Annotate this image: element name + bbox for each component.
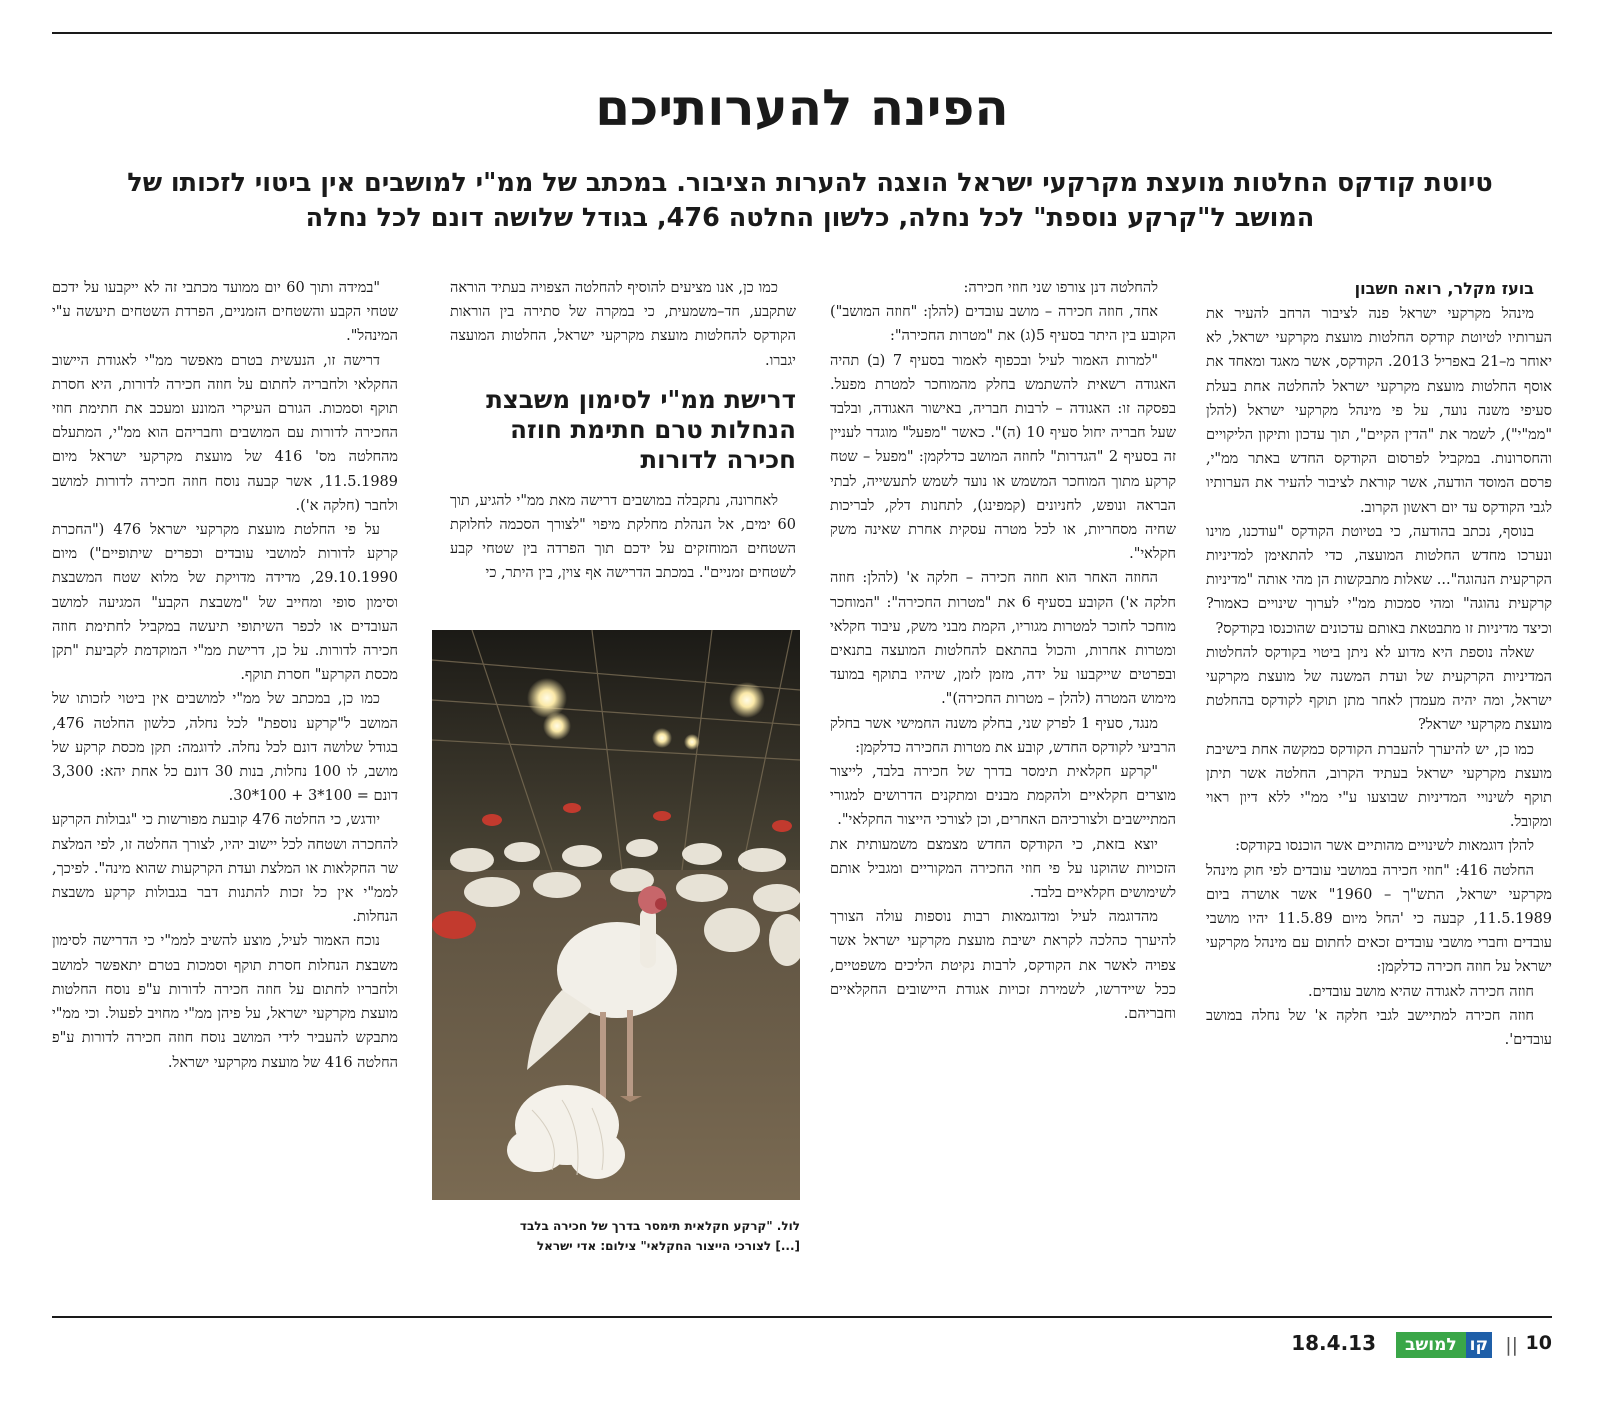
paragraph: יודגש, כי החלטה 476 קובעת מפורשות כי "גבולות הקרקע להחכרה ושטחה לכל יישוב יהיו, לצורך החלטה זו, לפי המלצת שר החקלאות או המלצת ועדת הקרקעות שהוא מינה". לפיכך, לממ"י אין כל זכות להתנות דבר בגבולות קרקע משבצת הנחלות. [52, 812, 398, 926]
subheading: דרישת ממ"י לסימון משבצת הנחלות טרם חתימת חוזה חכירה לדורות [486, 384, 796, 474]
paragraph: לאחרונה, נתקבלה במושבים דרישה מאת ממ"י להגיע, תוך 60 ימים, אל הנהלת מחלקת מיפוי "לצורך הסכמה לחלוקת השטחים המוחזקים על ידכם תוך הפרדה בין שטחי קבע לשטחים זמניים". במכתב הדרישה אף צוין, בין היתר, כי [450, 492, 796, 582]
paragraph: מהדוגמה לעיל ומדוגמאות רבות נוספות עולה הצורך להיערך כהלכה לקראת ישיבת מועצת מקרקעי ישראל אשר צפויה לאשר את הקודקס, לרבות נקיטת הליכים משפטיים, ככל שיידרשו, לשמירת זכויות אגודת היישובים החקלאיים וחבריהם. [830, 909, 1176, 1023]
paragraph: להלן דוגמאות לשינויים מהותיים אשר הוכנסו בקודקס: [1235, 838, 1534, 855]
bottom-rule [52, 1316, 1552, 1318]
turkey-farm-photo [432, 630, 800, 1200]
paragraph: על פי החלטת מועצת מקרקעי ישראל 476 ("החכרת קרקע לדורות למושבי עובדים וכפרים שיתופיים") מיום 29.10.1990, מדידה מדויקת של מלוא שטח המשבצת וסימון סופי ומחייב של "משבצת הקבע" המגיעה למושב העובדים או לכפר השיתופי תיעשה במקביל לחתימת חוזה חכירה לדורות. על כן, דרישת ממ"י המוקדמת לקביעת "תקן מכסת הקרקע" חסרת תוקף. [52, 522, 398, 684]
logo-part-2: למושב [1396, 1332, 1466, 1358]
article-subtitle [70, 166, 1550, 236]
publication-logo [1396, 1332, 1492, 1358]
paragraph: כמו כן, אנו מציעים להוסיף להחלטה הצפויה בעתיד הוראה שתקבע, חד–משמעית, כי במקרה של סתירה בין הוראות הקודקס להחלטות מועצת מקרקעי ישראל, החלטות המועצה יגברו. [450, 280, 796, 369]
photo-caption [432, 1216, 800, 1256]
paragraph: חוזה חכירה למתיישב לגבי חלקה א' של נחלה במושב עובדים'. [1206, 1007, 1552, 1049]
footer-separator: || [1505, 1334, 1518, 1356]
paragraph: שאלה נוספת היא מדוע לא ניתן ביטוי בקודקס להחלטות המדיניות הקרקעית של ועדת המשנה של מועצת מקרקעי ישראל, ומה יהיה מעמדן לאחר מתן תוקף לקודקס בהחלטת מועצת מקרקעי ישראל? [1206, 644, 1552, 734]
page-number: 10 [1525, 1332, 1552, 1354]
article-column-3 [450, 276, 796, 586]
byline: בועז מקלר, רואה חשבון [1354, 279, 1534, 298]
paragraph: "קרקע חקלאית תימסר בדרך של חכירה בלבד, לייצור מוצרים חקלאיים ולהקמת מבנים ומתקנים הדרושים למגורי המתיישבים ולצורכיהם האחרים, וכן לצורכי הייצור החקלאי". [830, 764, 1176, 829]
paragraph: מינהל מקרקעי ישראל פנה לציבור הרחב להעיר את הערותיו לטיוטת קודקס החלטות מועצת מקרקעי ישראל, לא יאוחר מ–21 באפריל 2013. הקודקס, אשר מאגד ומאחד את אוסף החלטות מועצת מקרקעי ישראל להחלטה אחת בעלת סעיפי משנה נועד, על פי מינהל מקרקעי ישראל (להלן "ממ"י"), לשמר את "הדין הקיים", תוך עדכון ותיקון הליקויים והחסרונות. במקביל לפרסום הקודקס החדש באתר ממ"י, פרסם המוסד הודעה, אשר קוראת לציבור להעיר את הערותיו לגבי הקודקס עד יום ראשון הקרוב. [1206, 306, 1553, 516]
caption-line: לול. "קרקע חקלאית תימסר בדרך של חכירה בלבד [519, 1219, 800, 1233]
subtitle-line: טיוטת קודקס החלטות מועצת מקרקעי ישראל הוצגה להערות הציבור. במכתב של ממ"י למושבים אין ביטוי לזכותו של [127, 168, 1493, 198]
paragraph: אחד, חוזה חכירה – מושב עובדים (להלן: "חוזה המושב") הקובע בין היתר בסעיף 5(ג) את "מטרות החכירה": [830, 304, 1176, 345]
paragraph: מנגד, סעיף 1 לפרק שני, בחלק משנה החמישי אשר בחלק הרביעי לקודקס החדש, קובע את מטרות החכירה כדלקמן: [830, 715, 1176, 756]
paragraph: החלטה 416: "חוזי חכירה במושבי עובדים לפי חוק מינהל מקרקעי ישראל, התש"ך – 1960" אשר אושרה ביום 11.5.1989, קבעה כי 'החל מיום 11.5.89 יהיו מושבי עובדים וחברי מושבי עובדים זכאים לחתום עם מינהל מקרקעי ישראל על חוזה חכירה כדלקמן: [1206, 862, 1553, 976]
paragraph: יוצא בזאת, כי הקודקס החדש מצמצם משמעותית את הזכויות שהוקנו על פי חוזי החכירה המקוריים ומגביל אותם לשימושים חקלאיים בלבד. [830, 836, 1176, 902]
top-rule [52, 32, 1552, 34]
page-title: הפינה להערותיכם [595, 79, 1009, 137]
paragraph: בנוסף, נכתב בהודעה, כי בטיוטת הקודקס "עודכנו, מוינו ונערכו מחדש החלטות המועצה, כדי להתאימן למדיניות הקרקעית הנהוגה"... שאלות מתבקשות הן מהי אותה "מדיניות קרקעית נהוגה" ומהי סמכות ממ"י לערוך שינויים כאמור? וכיצד מדיניות זו מתבטאת באותם עדכונים שהוכנסו בקודקס? [1206, 523, 1552, 637]
subtitle-line: המושב ל"קרקע נוספת" לכל נחלה, כלשון החלטה 476, בגודל שלושה דונם לכל נחלה [305, 203, 1315, 233]
paragraph: החוזה האחר הוא חוזה חכירה – חלקה א' (להלן: חוזה חלקה א') הקובע בסעיף 6 את "מטרות החכירה": "המוחכר מוחכר לחוכר למטרות מגוריו, הקמת מבני משק, עיבוד חקלאי ומטרות אחרות, והכול בהתאם להחלטות המועצה בתנאים ובפרטים שייקבעו על ידה, מזמן לזמן, שיהיו בתוקף במועד מימוש המטרה (להלן – מטרות החכירה)". [830, 570, 1176, 708]
paragraph: כמו כן, במכתב של ממ"י למושבים אין ביטוי לזכותו של המושב ל"קרקע נוספת" לכל נחלה, כלשון החלטה 476, בגודל שלושה דונם לכל נחלה. לדוגמה: תקן מכסת קרקע של מושב, לו 100 נחלות, בנות 30 דונם כל אחת יהא: 3,300 דונם = 100*3 + 100*30. [52, 691, 398, 805]
paragraph: נוכח האמור לעיל, מוצע להשיב לממ"י כי הדרישה לסימון משבצת הנחלות חסרת תוקף וסמכות בטרם יתאפשר למושב ולחבריו לחתום על חוזה חכירה לדורות ע"פ נוסח החלטות מועצת מקרקעי ישראל, על פיהן ממ"י מחויב לפעול. וכי ממ"י מתבקש להעביר לידי המושב נוסח חוזה חכירה לדורות ע"פ החלטה 416 של מועצת מקרקעי ישראל. [52, 933, 398, 1071]
article-column-4 [52, 276, 398, 1075]
article-column-1 [1206, 276, 1552, 1052]
issue-date: 18.4.13 [1291, 1331, 1376, 1355]
article-column-2 [830, 276, 1176, 1026]
paragraph: חוזה חכירה לאגודה שהיא מושב עובדים. [1308, 983, 1534, 1000]
paragraph: כמו כן, יש להיערך להעברת הקודקס כמקשה אחת בישיבת מועצת מקרקעי ישראל בעתיד הקרוב, החלטה אשר תיתן תוקף לשינויי המדיניות שבוצעו ע"י ממ"י ללא דיון ראוי ומקובל. [1206, 741, 1552, 831]
paragraph: "במידה ותוך 60 יום ממועד מכתבי זה לא ייקבעו על ידכם שטחי הקבע והשטחים הזמניים, הפרדת השטחים תיעשה ע"י המינהל". [52, 280, 398, 345]
paragraph: להחלטה דנן צורפו שני חוזי חכירה: [963, 280, 1158, 296]
paragraph: "למרות האמור לעיל ובכפוף לאמור בסעיף 7 (ב) תהיה האגודה רשאית להשתמש בחלק מהמוחכר למטרת מפעל. בפסקה זו: האגודה – לרבות חבריה, באישור האגודה, ובלבד שעל חבריה יחול סעיף 10 (ה)". כאשר "מפעל" מוגדר לעניין זה בסעיף 2 "הגדרות" לחוזה המושב כדלקמן: "מפעל – שטח קרקע מתוך המוחכר המשמש או נועד לשמש לתעשייה, לבתי הבראה ונופש, לחניונים (קמפינג), לתחנות דלק, לבריכות שחיה מסחריות, או לכל מטרה עסקית אחרת שאינה משק חקלאי". [830, 352, 1176, 563]
caption-line: [...] לצורכי הייצור החקלאי" צילום: אדי ישראל [536, 1239, 800, 1253]
paragraph: דרישה זו, הנעשית בטרם מאפשר ממ"י לאגודת היישוב החקלאי ולחבריה לחתום על חוזה חכירה לדורות, היא חסרת תוקף וסמכות. הגורם העיקרי המונע ומעכב את חתימת חוזי החכירה לדורות עם המושבים וחבריהם הוא ממ"י, המתעלם מהחלטה מס' 416 של מועצת מקרקעי ישראל מיום 11.5.1989, אשר קבעה נוסח חוזה חכירה לדורות למושב ולחבר (חלקה א'). [52, 352, 398, 514]
logo-part-1: קו [1466, 1332, 1492, 1358]
